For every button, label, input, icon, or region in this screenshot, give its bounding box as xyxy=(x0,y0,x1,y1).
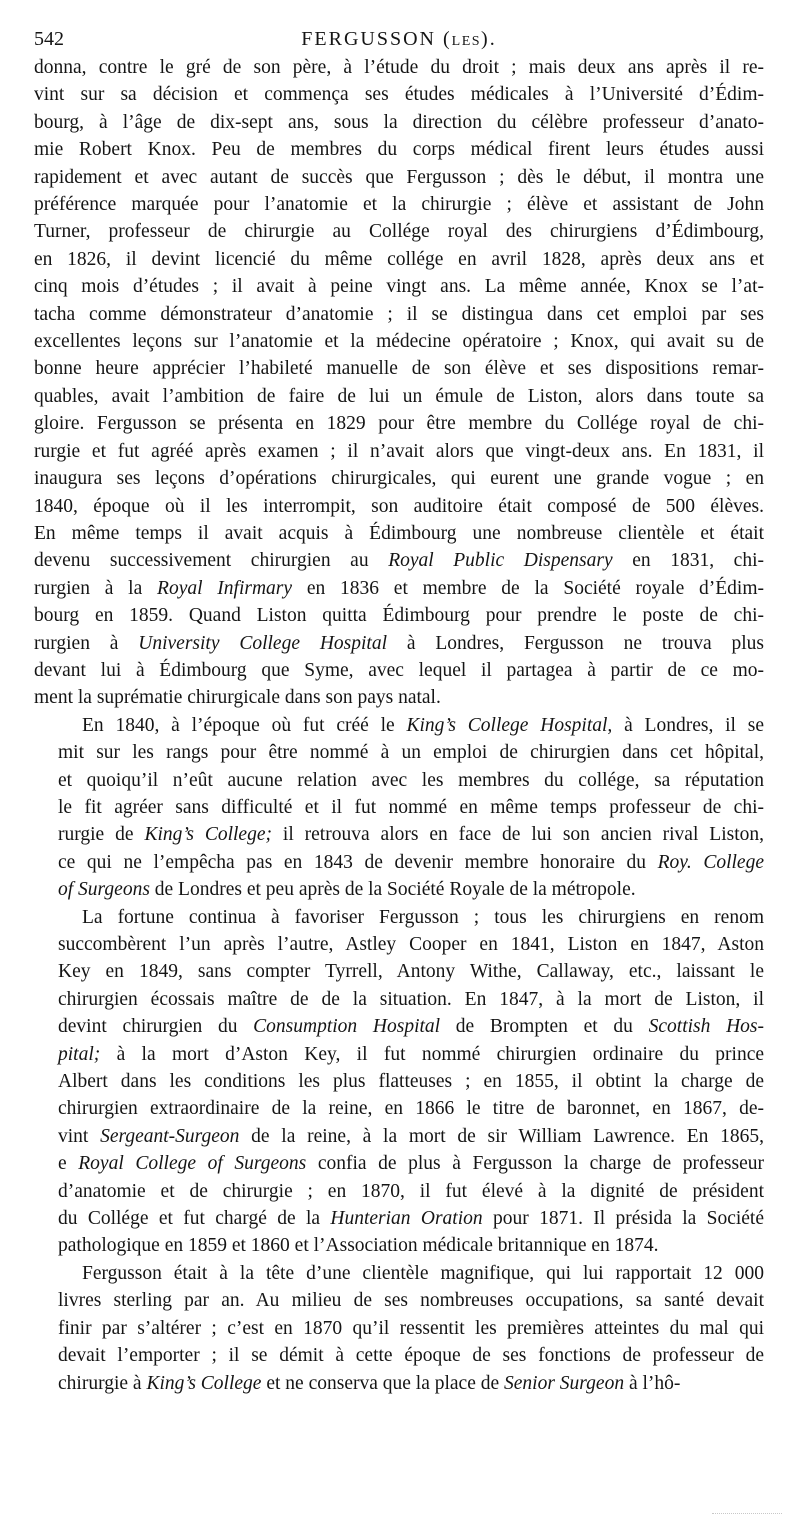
text-line: chirurgien écossais maître de de la situation. En 1847, à la mort de Liston, il xyxy=(58,988,764,1010)
text-line: La fortune continua à favoriser Fergusson ; tous les chirurgiens en renom xyxy=(82,906,764,928)
text-line: vint Sergeant-Surgeon de la reine, à la mort de sir William Lawrence. En 1865, xyxy=(58,1125,764,1147)
paragraph xyxy=(34,904,764,1260)
text-line: devenu successivement chirurgien au Royal Public Dispensary en 1831, chi- xyxy=(34,550,764,572)
text-line: mit sur les rangs pour être nommé à un emploi de chirurgien dans cet hôpital, xyxy=(58,742,764,764)
text-line: vint sur sa décision et commença ses études médicales à l’Université d’Édim- xyxy=(34,84,764,106)
text-line: ment la suprématie chirurgicale dans son pays natal. xyxy=(34,687,441,709)
italic-title: of Surgeons xyxy=(58,879,150,901)
text-line: e Royal College of Surgeons confia de plus à Fergusson la charge de professeur xyxy=(58,1153,764,1175)
text-line: livres sterling par an. Au milieu de ses nombreuses occupations, sa santé devait xyxy=(58,1290,764,1312)
page-number: 542 xyxy=(34,28,64,50)
text-line: devint chirurgien du Consumption Hospital de Brompten et du Scottish Hos- xyxy=(58,1016,765,1038)
text-line: pathologique en 1859 et 1860 et l’Association médicale britannique en 1874. xyxy=(58,1235,659,1257)
text-line: donna, contre le gré de son père, à l’étude du droit ; mais deux ans après il re- xyxy=(34,57,764,78)
text-line: rapidement et avec autant de succès que Fergusson ; dès le début, il montra une xyxy=(34,166,764,188)
running-head-end: ). xyxy=(481,28,497,50)
text-line: d’anatomie et de chirurgie ; en 1870, il fut élevé à la dignité de président xyxy=(58,1180,764,1202)
text-line: pital; à la mort d’Aston Key, il fut nommé chirurgien ordinaire du prince xyxy=(58,1043,764,1065)
text-line: en 1826, il devint licencié du même collége en avril 1828, après deux ans et xyxy=(34,248,764,270)
italic-title: Consumption Hospital xyxy=(253,1016,441,1038)
text-line: En 1840, à l’époque où fut créé le King’s College Hospital, à Londres, il se xyxy=(82,714,764,736)
text-line: bonne heure apprécier l’habileté manuelle de son élève et ses dispositions remar- xyxy=(34,358,764,380)
text-line: succombèrent l’un après l’autre, Astley Cooper en 1841, Liston en 1847, Aston xyxy=(58,934,764,955)
text-line: bourg, à l’âge de dix-sept ans, sous la direction du célèbre professeur d’anato- xyxy=(34,111,764,133)
text-line: bourg en 1859. Quand Liston quitta Édimbourg pour prendre le poste de chi- xyxy=(34,605,764,627)
italic-title: University College Hospital xyxy=(138,632,388,654)
text-line: rurgien à University College Hospital à Londres, Fergusson ne trouva plus xyxy=(34,632,764,654)
text-line: rurgien à la Royal Infirmary en 1836 et membre de la Société royale d’Édim- xyxy=(34,577,765,599)
italic-title: King’s College Hospital, xyxy=(406,714,613,736)
italic-title: Royal Infirmary xyxy=(157,577,293,599)
page-edge-mark xyxy=(712,1513,782,1516)
paragraph xyxy=(34,712,764,904)
page-header xyxy=(34,24,764,54)
text-line: of Surgeons de Londres et peu après de la Société Royale de la métropole. xyxy=(58,879,636,901)
italic-title: King’s College; xyxy=(144,824,272,846)
text-line: chirurgien extraordinaire de la reine, en 1866 le titre de baronnet, en 1867, de- xyxy=(58,1098,764,1120)
text-line: 1840, époque où il les interrompit, son auditoire était composé de 500 élèves. xyxy=(34,495,764,517)
text-line: le fit agréer sans difficulté et il fut nommé en même temps professeur de chi- xyxy=(58,796,764,818)
italic-title: Hunterian Oration xyxy=(330,1208,483,1230)
paragraph xyxy=(34,1260,764,1397)
text-line: mie Robert Knox. Peu de membres du corps médical firent leurs études aussi xyxy=(34,139,764,161)
paragraph xyxy=(34,54,764,712)
text-line: préférence marquée pour l’anatomie et la chirurgie ; élève et assistant de John xyxy=(34,194,764,216)
text-line: rurgie de King’s College; il retrouva alors en face de lui son ancien rival Liston, xyxy=(58,824,764,846)
text-line: cinq mois d’études ; il avait à peine vingt ans. La même année, Knox se l’at- xyxy=(34,276,764,298)
italic-title: Senior Surgeon xyxy=(504,1372,625,1394)
text-line: Key en 1849, sans compter Tyrrell, Antony Withe, Callaway, etc., laissant le xyxy=(58,961,764,983)
body-text xyxy=(34,54,764,1397)
text-line: gloire. Fergusson se présenta en 1829 pour être membre du Collége royal de chi- xyxy=(34,413,764,435)
text-line: inaugura ses leçons d’opérations chirurgicales, qui eurent une grande vogue ; en xyxy=(34,468,764,490)
document-page xyxy=(34,24,764,1397)
running-head xyxy=(34,24,764,57)
italic-title: Royal College of Surgeons xyxy=(78,1153,307,1175)
text-line: devant lui à Édimbourg que Syme, avec lequel il partagea à partir de ce mo- xyxy=(34,659,764,681)
text-line: chirurgie à King’s College et ne conserva que la place de Senior Surgeon à l’hô- xyxy=(58,1372,681,1394)
text-line: rurgie et fut agréé après examen ; il n’avait alors que vingt-deux ans. En 1831, il xyxy=(34,440,764,462)
italic-title: Roy. College xyxy=(657,851,764,873)
running-head-small-caps: LES xyxy=(451,34,482,49)
text-line: excellentes leçons sur l’anatomie et la médecine opératoire ; Knox, qui avait su de xyxy=(34,331,764,353)
italic-title: King’s College xyxy=(146,1372,262,1394)
text-line: Albert dans les conditions les plus flatteuses ; en 1855, il obtint la charge de xyxy=(58,1071,764,1093)
italic-title: Sergeant-Surgeon xyxy=(100,1125,240,1147)
text-line: Fergusson était à la tête d’une clientèle magnifique, qui lui rapportait 12 000 xyxy=(82,1262,764,1284)
text-line: finir par s’altérer ; c’est en 1870 qu’il ressentit les premières atteintes du mal qui xyxy=(58,1317,764,1339)
text-line: Turner, professeur de chirurgie au Collége royal des chirurgiens d’Édimbourg, xyxy=(34,221,764,243)
italic-title: Scottish Hos- xyxy=(648,1016,765,1038)
text-line: quables, avait l’ambition de faire de lui un émule de Liston, alors dans toute sa xyxy=(34,385,764,407)
text-line: et quoiqu’il n’eût aucune relation avec les membres du collége, sa réputation xyxy=(58,769,764,791)
text-line: devait l’emporter ; il se démit à cette époque de ses fonctions de professeur de xyxy=(58,1345,764,1367)
text-line: tacha comme démonstrateur d’anatomie ; il se distingua dans cet emploi par ses xyxy=(34,303,764,325)
text-line: En même temps il avait acquis à Édimbourg une nombreuse clientèle et était xyxy=(34,522,764,544)
italic-title: Royal Public Dispensary xyxy=(388,550,613,572)
italic-title: pital; xyxy=(58,1043,101,1065)
running-head-title: FERGUSSON ( xyxy=(301,28,452,50)
text-line: du Collége et fut chargé de la Hunterian Oration pour 1871. Il présida la Société xyxy=(58,1208,764,1230)
text-line: ce qui ne l’empêcha pas en 1843 de devenir membre honoraire du Roy. College xyxy=(58,851,764,873)
